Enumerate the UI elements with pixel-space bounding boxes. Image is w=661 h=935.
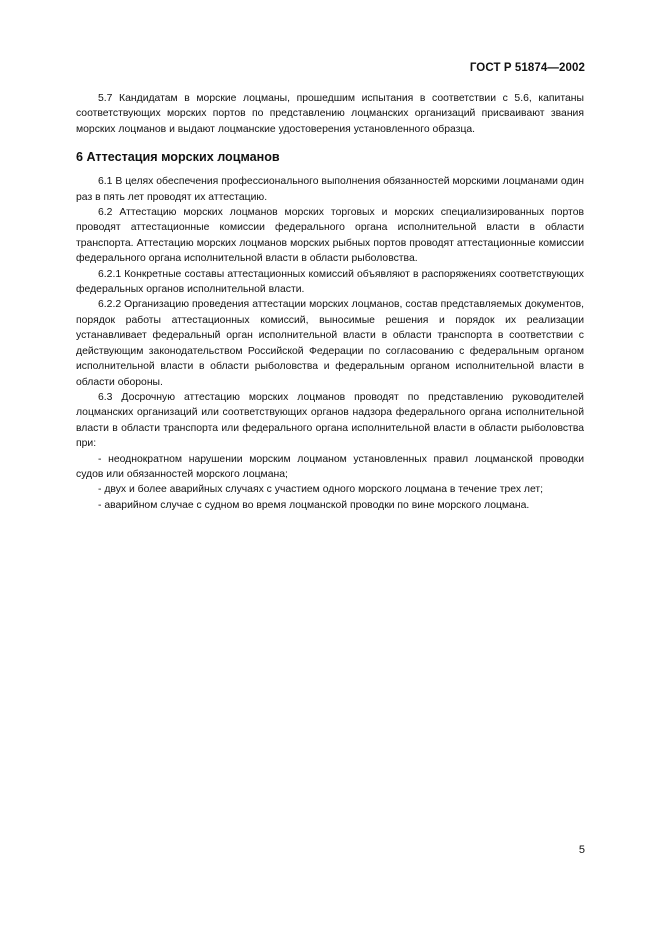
- paragraph-6-3-text: 6.3 Досрочную аттестацию морских лоцманов проводят по представлению руководителей лоцманских организаций или соответствующих органов надзора федерального органа исполнительной власти в области транспорта или федерального органа исполнительной власти в области рыболовства при:: [76, 391, 584, 450]
- paragraph-6-2-1: [76, 267, 584, 298]
- paragraph-6-2-2: [76, 297, 584, 389]
- paragraph-6-2-1-text: 6.2.1 Конкретные составы аттестационных комиссий объявляют в распоряжениях соответствующих федеральных органов исполнительной власти.: [76, 268, 584, 296]
- list-item-text: - двух и более аварийных случаях с участием одного морского лоцмана в течение трех лет;: [98, 484, 544, 496]
- list-item-text: - неоднократном нарушении морским лоцманом установленных правил лоцманской проводки судов или обязанностей морского лоцмана;: [76, 453, 584, 480]
- paragraph-6-3: [76, 390, 584, 452]
- page-number: 5: [578, 844, 585, 856]
- list-item: [76, 498, 584, 513]
- document-body: [76, 91, 584, 513]
- paragraph-6-1: [76, 174, 584, 205]
- document-code-header: ГОСТ Р 51874—2002: [469, 62, 585, 74]
- paragraph-5-7: [76, 91, 584, 137]
- paragraph-5-7-text: 5.7 Кандидатам в морские лоцманы, прошедшим испытания в соответствии с 5.6, капитаны соответствующих морских портов по представлению лоцманских организаций присваивают звания морских лоцманов и выдают лоцманские удостоверения установленного образца.: [76, 93, 584, 135]
- paragraph-6-2-text: 6.2 Аттестацию морских лоцманов морских торговых и морских специализированных портов проводят аттестационные комиссии федерального органа исполнительной власти в области транспорта. Аттестацию морских лоцманов морских рыбных портов проводят аттестационные комиссии федерального органа исполнительной власти в области рыболовства.: [76, 207, 584, 265]
- list-item: [76, 452, 584, 483]
- section-6-heading: [76, 149, 584, 165]
- section-6-heading-text: 6 Аттестация морских лоцманов: [76, 150, 280, 165]
- paragraph-6-2: [76, 205, 584, 267]
- paragraph-6-2-2-text: 6.2.2 Организацию проведения аттестации морских лоцманов, состав представляемых документов, порядок работы аттестационных комиссий, выносимые решения и порядок их реализации устанавливает федеральный орган исполнительной власти в области транспорта в соответствии с действующим законодательством Российской Федерации по согласованию с федеральным органом исполнительной власти в области рыболовства и федеральным органом исполнительной власти в области обороны.: [76, 299, 584, 388]
- paragraph-6-1-text: 6.1 В целях обеспечения профессионального выполнения обязанностей морскими лоцманами один раз в пять лет проводят их аттестацию.: [76, 176, 584, 203]
- list-item-text: - аварийном случае с судном во время лоцманской проводки по вине морского лоцмана.: [98, 499, 530, 511]
- list-item: [76, 482, 584, 497]
